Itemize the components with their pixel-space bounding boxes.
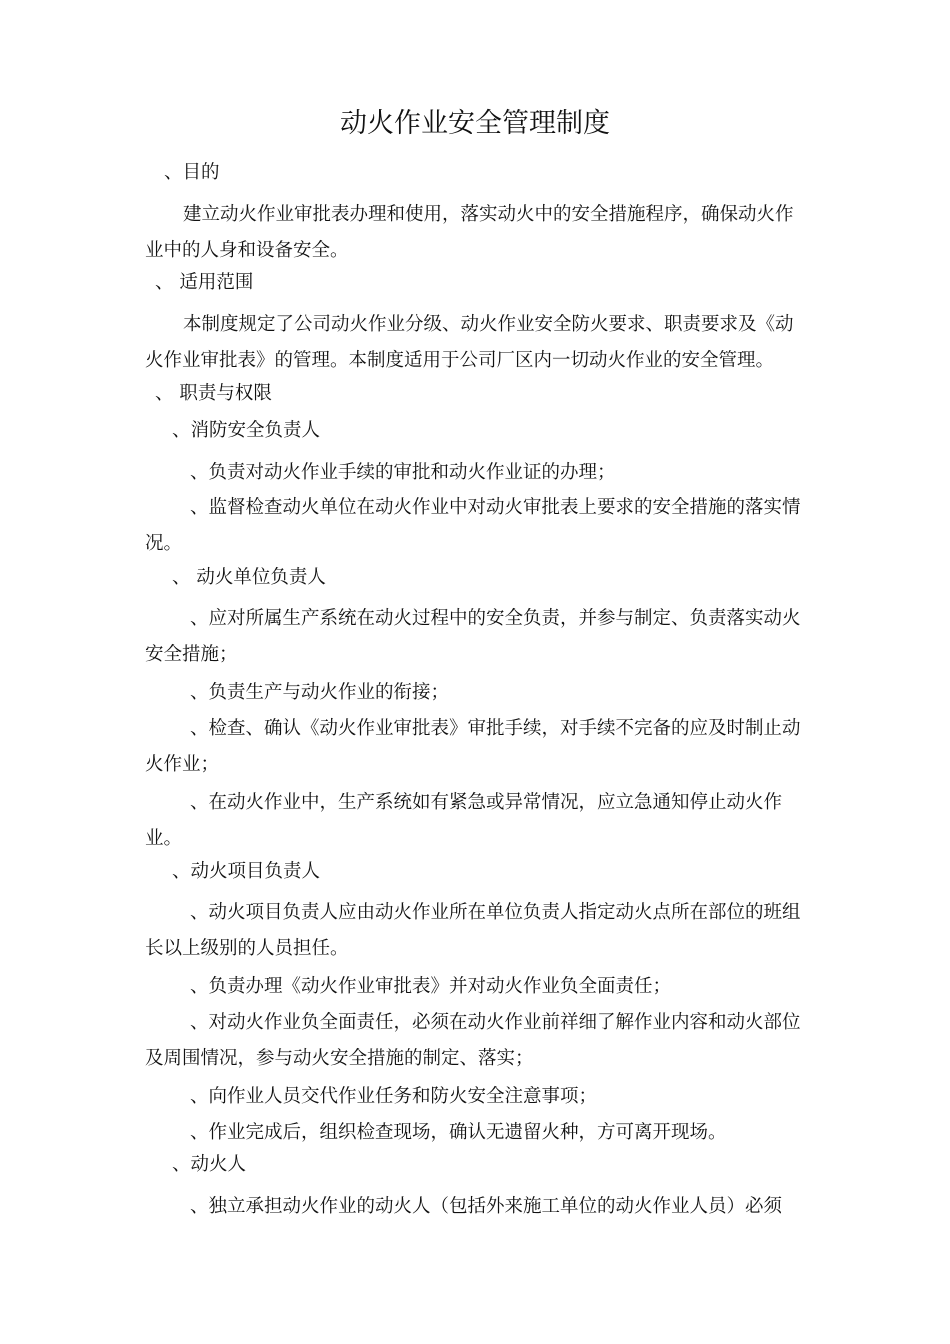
list-item: 、在动火作业中，生产系统如有紧急或异常情况，应立急通知停止动火作业。 xyxy=(145,792,783,849)
section-heading-purpose: 、目的 xyxy=(164,162,220,183)
subsection-heading-project-leader: 、动火项目负责人 xyxy=(172,861,321,882)
list-item: 、负责办理《动火作业审批表》并对动火作业负全面责任； xyxy=(190,976,672,997)
section-heading-duties: 、 职责与权限 xyxy=(155,383,272,404)
paragraph-purpose: 建立动火作业审批表办理和使用，落实动火中的安全措施程序，确保动火作业中的人身和设备安全。 xyxy=(145,204,794,261)
list-item: 、对动火作业负全面责任，必须在动火作业前祥细了解作业内容和动火部位及周围情况，参与动火安全措施的制定、落实； xyxy=(145,1012,801,1069)
list-item: 、向作业人员交代作业任务和防火安全注意事项； xyxy=(190,1086,598,1107)
list-item: 、监督检查动火单位在动火作业中对动火审批表上要求的安全措施的落实情况。 xyxy=(145,497,801,554)
list-item: 、作业完成后，组织检查现场，确认无遗留火种，方可离开现场。 xyxy=(190,1122,727,1143)
list-item: 、动火项目负责人应由动火作业所在单位负责人指定动火点所在部位的班组长以上级别的人员担任。 xyxy=(145,902,801,959)
list-item: 、应对所属生产系统在动火过程中的安全负责，并参与制定、负责落实动火安全措施； xyxy=(145,608,801,665)
subsection-heading-fire-safety-officer: 、消防安全负责人 xyxy=(172,420,321,441)
subsection-heading-fire-operator: 、动火人 xyxy=(172,1154,247,1175)
document-title: 动火作业安全管理制度 xyxy=(340,108,610,139)
list-item: 、检查、确认《动火作业审批表》审批手续，对手续不完备的应及时制止动火作业； xyxy=(145,718,801,775)
subsection-heading-unit-leader: 、 动火单位负责人 xyxy=(172,567,326,588)
list-item: 、独立承担动火作业的动火人（包括外来施工单位的动火作业人员）必须 xyxy=(190,1196,783,1217)
list-item: 、负责生产与动火作业的衔接； xyxy=(190,682,450,703)
paragraph-scope: 本制度规定了公司动火作业分级、动火作业安全防火要求、职责要求及《动火作业审批表》的管理。本制度适用于公司厂区内一切动火作业的安全管理。 xyxy=(145,314,794,371)
list-item: 、负责对动火作业手续的审批和动火作业证的办理； xyxy=(190,462,616,483)
section-heading-scope: 、 适用范围 xyxy=(155,272,254,293)
